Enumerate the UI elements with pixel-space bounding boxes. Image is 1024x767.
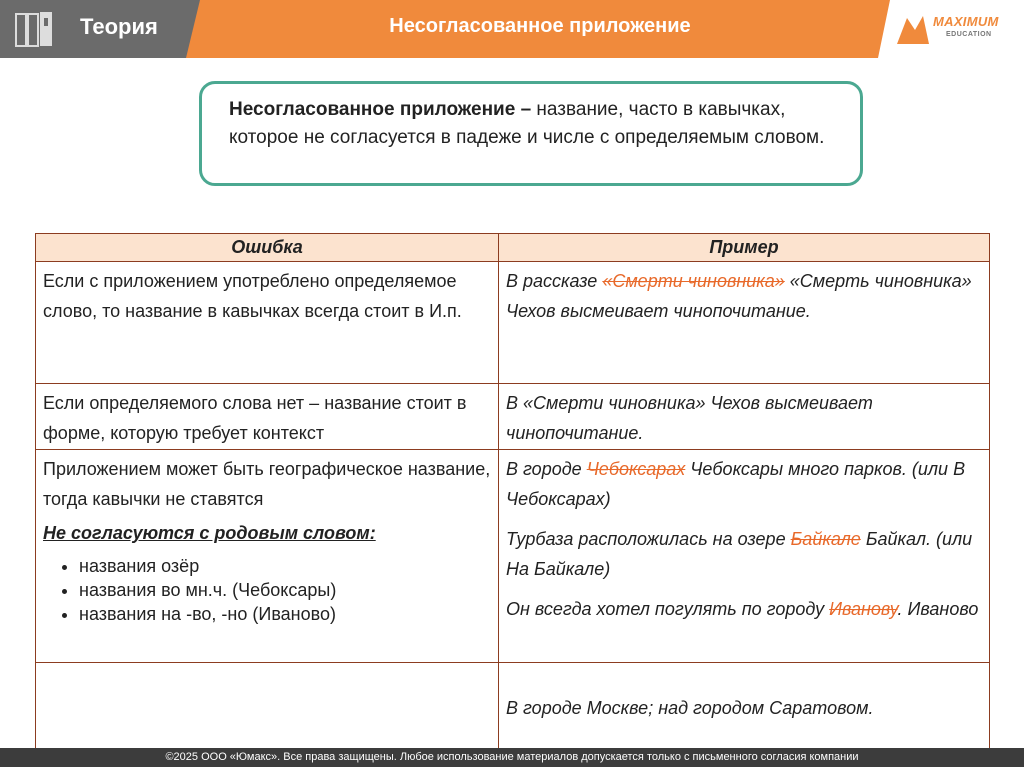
column-header-error: Ошибка [36, 234, 499, 262]
example-cell: В городе Москве; над городом Саратовом. [499, 663, 990, 757]
strikethrough-text: Чебоксарах [586, 459, 686, 479]
example-cell [499, 262, 990, 384]
table-row [36, 450, 990, 663]
list-item: • названия озёр [79, 554, 491, 578]
rule-cell [36, 450, 499, 663]
example-cell [499, 450, 990, 663]
footer-copyright: ©2025 ООО «Юмакс». Все права защищены. Любое использование материалов допускается только с письменного согласия компании [0, 748, 1024, 767]
example-paragraph [506, 524, 982, 584]
page-title: Несогласованное приложение [389, 15, 691, 37]
table-row [36, 262, 990, 384]
example-paragraph [506, 454, 982, 514]
list-heading: Не согласуются с родовым словом: [43, 523, 376, 543]
rule-cell: Если с приложением употреблено определяемое слово, то название в кавычках всегда стоит в И.п. [36, 262, 499, 384]
definition-term: Несогласованное приложение – [229, 99, 532, 120]
column-header-example: Пример [499, 234, 990, 262]
example-text: Он всегда хотел погулять по городу [506, 599, 830, 619]
list-item: • названия во мн.ч. (Чебоксары) [79, 578, 491, 602]
logo-subtext: EDUCATION [946, 31, 992, 38]
example-text: . Иваново [897, 599, 979, 619]
rule-cell [36, 663, 499, 757]
definition-text: название, часто в кавычках, которое не согласуется в падеже и числе с определяемым словом. [229, 99, 825, 148]
strikethrough-text: Байкале [790, 529, 861, 549]
strikethrough-text: «Смерти чиновника» [602, 271, 785, 291]
rule-list [43, 554, 491, 626]
table-row [36, 384, 990, 450]
example-cell: В «Смерти чиновника» Чехов высмеивает чинопочитание. [499, 384, 990, 450]
example-text: Байкал. (или На Байкале) [506, 529, 973, 579]
rules-table [35, 233, 990, 757]
example-text: В рассказе [506, 271, 603, 291]
table-header-row [36, 234, 990, 262]
example-text: Турбаза расположилась на озере [506, 529, 791, 549]
example-text: Чебоксары много парков. (или В Чебоксарах) [506, 459, 966, 509]
definition-box [199, 81, 863, 186]
table-row [36, 663, 990, 757]
example-text: «Смерть чиновника» Чехов высмеивает чинопочитание. [506, 271, 972, 321]
rule-text: Приложением может быть географическое название, тогда кавычки не ставятся [43, 459, 491, 509]
logo-text: MAXIMUM [933, 14, 999, 29]
header-bar [0, 0, 1024, 58]
books-icon [14, 10, 58, 48]
example-paragraph [506, 594, 982, 624]
example-text: В городе [506, 459, 587, 479]
list-item: • названия на -во, -но (Иваново) [79, 602, 491, 626]
rule-cell: Если определяемого слова нет – название стоит в форме, которую требует контекст [36, 384, 499, 450]
section-label: Теория [80, 14, 158, 39]
strikethrough-text: Иванову [829, 599, 898, 619]
